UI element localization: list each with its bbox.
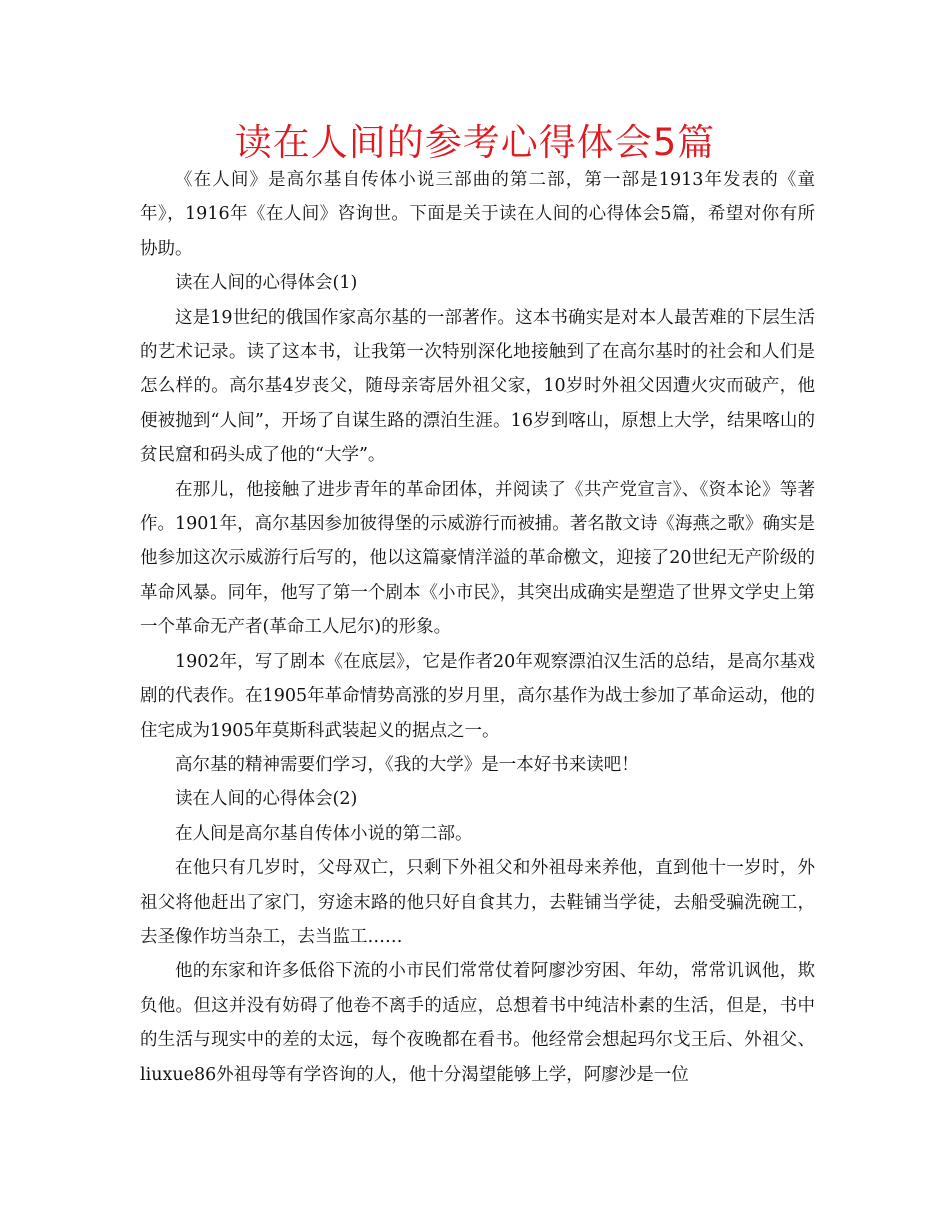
body-paragraph: 他的东家和许多低俗下流的小市民们常常仗着阿廖沙穷困、年幼，常常讥讽他，欺负他。但这并没有妨碍了他卷不离手的适应，总想着书中纯洁朴素的生活，但是，书中的生活与现实中的差的太远，每个夜晚都在看书。他经常会想起玛尔戈王后、外祖父、liuxue86外祖母等有学咨询的人，他十分渴望能够上学，阿廖沙是一位 [140,961,815,1085]
section-heading-2: 读在人间的心得体会(2) [175,789,358,810]
body-paragraph: 在人间是高尔基自传体小说的第二部。 [175,823,473,844]
body-paragraph: 在他只有几岁时，父母双亡，只剩下外祖父和外祖母来养他，直到他十一岁时，外祖父将他赶出了家门，穷途末路的他只好自食其力，去鞋铺当学徒，去船受骗洗碗工，去圣像作坊当杂工，去当监工…… [140,858,815,947]
body-paragraph: 高尔基的精神需要们学习，《我的大学》是一本好书来读吧！ [175,754,639,775]
body-paragraph: 在那儿，他接触了进步青年的革命团体，并阅读了《共产党宣言》、《资本论》等著作。1901年，高尔基因参加彼得堡的示威游行而被捕。著名散文诗《海燕之歌》确实是他参加这次示威游行后写的，他以这篇豪情洋溢的革命檄文，迎接了20世纪无产阶级的革命风暴。同年，他写了第一个剧本《小市民》，其突出成确实是塑造了世界文学史上第一个革命无产者(革命工人尼尔)的形象。 [140,479,815,638]
section-heading-1: 读在人间的心得体会(1) [175,273,358,294]
body-paragraph: 1902年，写了剧本《在底层》，它是作者20年观察漂泊汉生活的总结，是高尔基戏剧的代表作。在1905年革命情势高涨的岁月里，高尔基作为战士参加了革命运动，他的住宅成为1905年莫斯科武装起义的据点之一。 [140,651,815,741]
body-paragraph: 这是19世纪的俄国作家高尔基的一部著作。这本书确实是对本人最苦难的下层生活的艺术记录。读了这本书，让我第一次特别深化地接触到了在高尔基时的社会和人们是怎么样的。高尔基4岁丧父，随母亲寄居外祖父家，10岁时外祖父因遭火灾而破产，他便被抛到“人间”，开场了自谋生路的漂泊生涯。16岁到喀山，原想上大学，结果喀山的贫民窟和码头成了他的“大学”。 [140,307,815,466]
document-body [140,163,815,1092]
document-title: 读在人间的参考心得体会5篇 [234,121,716,164]
intro-paragraph: 《在人间》是高尔基自传体小说三部曲的第二部，第一部是1913年发表的《童年》，1916年《在人间》咨询世。下面是关于读在人间的心得体会5篇，希望对你有所协助。 [140,170,815,259]
